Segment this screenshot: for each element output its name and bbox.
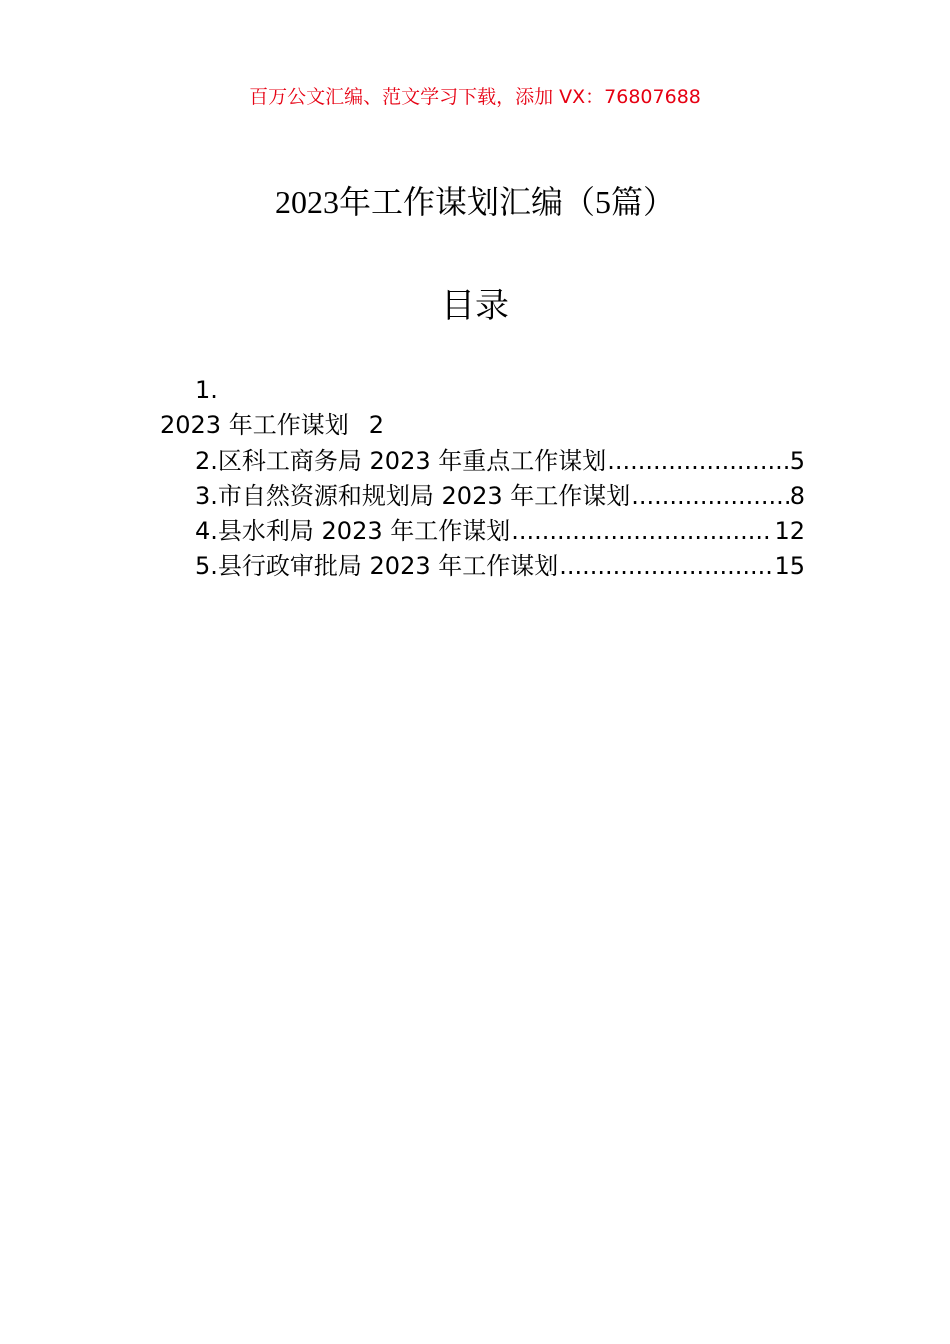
toc-dot-leader	[559, 549, 773, 583]
toc-entry-label: 2.区科工商务局 2023 年重点工作谋划	[195, 447, 607, 475]
document-title	[0, 180, 950, 224]
toc-entry-1-number[interactable]: 1.	[195, 376, 218, 404]
toc-entry-1-label[interactable]	[160, 408, 384, 442]
toc-entry-label: 5.县行政审批局 2023 年工作谋划	[195, 552, 559, 580]
toc-entry-label: 3.市自然资源和规划局 2023 年工作谋划	[195, 482, 631, 510]
title-count: 5	[595, 184, 611, 220]
toc-entry-2[interactable]	[195, 444, 805, 478]
toc-entry-page: 8	[789, 482, 805, 510]
title-suffix: 篇）	[611, 183, 676, 221]
toc-entry-5[interactable]	[195, 549, 805, 583]
toc-heading: 目录	[441, 286, 509, 326]
toc-entry-1-text: 2023 年工作谋划	[160, 411, 349, 439]
toc-entry-1-page: 2	[368, 411, 384, 439]
toc-dot-leader	[511, 514, 773, 548]
toc-entry-3[interactable]	[195, 479, 805, 513]
toc-entry-page: 5	[789, 447, 805, 475]
title-year: 2023	[274, 184, 339, 220]
toc-dot-leader	[607, 444, 788, 478]
title-text: 年工作谋划汇编（	[338, 183, 595, 221]
toc-entry-label: 4.县水利局 2023 年工作谋划	[195, 517, 511, 545]
toc-entry-page: 15	[774, 552, 805, 580]
download-notice: 百万公文汇编、范文学习下载，添加 VX：76807688	[249, 86, 701, 108]
toc-dot-leader	[631, 479, 788, 513]
toc-entry-4[interactable]	[195, 514, 805, 548]
toc-entry-page: 12	[774, 517, 805, 545]
